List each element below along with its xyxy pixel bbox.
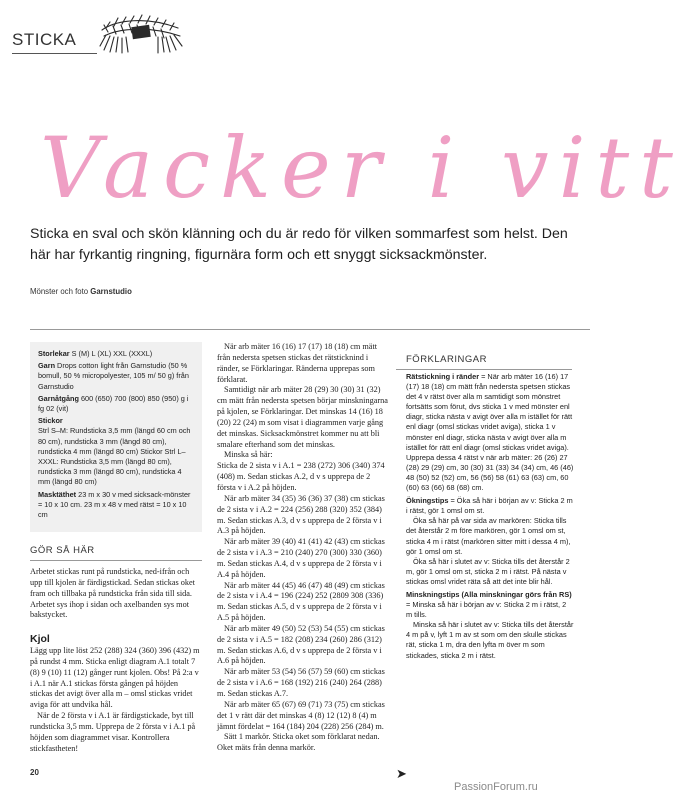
instructions-intro: Arbetet stickas runt på rundsticka, ned-ifrån och upp till kjolen är färdigstickad. Sedan stickas oket fram och tillbaka på rundsticka från sida till sida. Arbetet sys ihop i sidan och axelbanden sys mot bakstycket.	[30, 567, 195, 620]
yarn-skein-icon	[96, 6, 186, 58]
materials-box: Storlekar S (M) L (XL) XXL (XXXL) Garn Drops cotton light från Garnstudio (50 % bomull, 50 % micropolyester, 105 m/ 50 g) från Garnstudio Garnåtgång 600 (650) 700 (800) 850 (950) g i fg 02 (vit) Stickor Strl S–M: Rundsticka 3,5 mm (längd 60 cm och 80 cm), rundsticka 3 mm (längd 80 cm), rundsticka 4 mm (längd 80 cm) Stickor Strl L–XXXL: Rundsticka 3,5 mm (längd 80 cm), rundsticka 3 mm (längd 80 cm), rundsticka 4 mm (längd 80 cm) Masktäthet 23 m x 30 v med sicksack-mönster = 10 x 10 cm. 23 m x 48 v med rätst = 10 x 10 cm	[30, 342, 202, 532]
decrease-instructions: När arb mäter 16 (16) 17 (17) 18 (18) cm mätt från nedersta spetsen stickas det rätsticknind i ränder, se Förklaringar. Ränderna upprepas som förklarat. Samtidigt när arb mäter 28 (29) 30 (30) 31 (32) cm mätt från nedersta spetsen börjar minskningarna på kjolen, se Förklaringar. Det minskas 14 (16) 18 (20) 22 (24) m som visat i diagrammen varje gång det minskas. Sicksackmönstret kommer nu att bli smalare efterhand som det minskas. Minska så här: Sticka de 2 sista v i A.1 = 238 (272) 306 (340) 374 (408) m. Sedan stickas A.2, d v s upprepa de 2 första v i A.2 på höjden. När arb mäter 34 (35) 36 (36) 37 (38) cm stickas de 2 sista v i A.2 = 224 (256) 288 (320) 352 (384) m. Sedan stickas A.3, d v s upprepa de 2 första v i A.3 på höjden. När arb mäter 39 (40) 41 (41) 42 (43) cm stickas de 2 sista v i A.3 = 210 (240) 270 (300) 330 (360) m. Sedan stickas A.4, d v s upprepa de 2 första v i A.4 på höjden. När arb mäter 44 (45) 46 (47) 48 (49) cm stickas de 2 sista v i A.4 = 196 (224) 252 (2809 308 (336) m. Sedan stickas A.5, d v s upprepa de 2 första v i A.5 på höjden. När arb mäter 49 (50) 52 (53) 54 (55) cm stickas de 2 sista v i A.5 = 182 (208) 234 (260) 286 (312) m. Sedan stickas A.6, d v s upprepa de 2 första v i A.6 på höjden. När arb mäter 53 (54) 56 (57) 59 (60) cm stickas de 2 sista v i A.6 = 168 (192) 216 (240) 264 (288) m. Sedan stickas A.7. När arb mäter 65 (67) 69 (71) 73 (75) cm stickas det 1 v rätt där det minskas 4 (8) 12 (12) 8 (4) m jämnt fördelat = 164 (184) 204 (228) 256 (284) m. Sätt 1 markör. Sticka oket som förklarat nedan. Oket mäts från denna markör.	[217, 342, 388, 753]
header-divider	[12, 53, 97, 54]
instructions-heading: GÖR SÅ HÄR	[30, 545, 95, 556]
skirt-heading: Kjol	[30, 633, 50, 645]
explanations-text: Rätstickning i ränder = När arb mäter 16 (16) 17 (17) 18 (18) cm mätt från nedersta spetsen stickas det 4 v rätst över alla m samtidigt som mönstret fortsätts som förut, dvs sticka 1 v med mönster enl diagr, sticka nästa v avigt över alla m istället för rätt enl diagr (omsl stickas vridet aviga), sticka 1 v mönster enl diagr, sticka nästa v avigt över alla m istället för rätt enl diagr (omsl stickas vridet aviga). Upprepa dessa 4 rätst v när arb mäter: 26 (26) 27 (28) 29 (29) cm, 30 (30) 31 (33) 34 (34) cm, 46 (46) 48 (50) 52 (52) cm, 56 (56) 58 (61) 63 (63) cm, 60 (60) 63 (66) 68 (68) cm. Ökningstips = Öka så här i början av v: Sticka 2 m i rätst, gör 1 omsl om st. Öka så här på var sida av markören: Sticka tills det återstår 2 m före markören, gör 1 omsl om st, sticka 4 m i rätst (markören sitter mitt i dessa 4 m), gör 1 omsl om st. Öka så här i slutet av v: Sticka tills det återstår 2 m, gör 1 omsl om st, sticka 2 m i rätst. På nästa v stickas omsl vridet räta så att det inte blir hål. Minskningstips (Alla minskningar görs från RS) = Minska så här i början av v: Sticka 2 m i rätst, 2 m tills. Minska så här i slutet av v: Sticka tills det återstår 4 m på v, lyft 1 m av st som om den skulle stickas rät, sticka 1 m, dra den lyfta m över m som stickades, sticka 2 m i rätst.	[406, 372, 574, 660]
instructions-divider	[30, 560, 202, 561]
explanations-heading: FÖRKLARINGAR	[406, 354, 487, 365]
photo-credit: Mönster och foto Garnstudio	[30, 287, 132, 296]
continue-arrow-icon: ➤	[396, 766, 407, 781]
skirt-instructions: Lägg upp lite löst 252 (288) 324 (360) 396 (432) m på rundst 4 mm. Sticka enligt diagram A.1 totalt 7 (8) 9 (10) 11 (12) gånger runt kjolen. Obs! På 2:a v i A.1 när A.1 stickas första gången på höjden stickas det avigt över alla m – omsl stickas vridet aviga för att undvika hål. När de 2 första v i A.1 är färdigstickade, byt till rundsticka 3,5 mm. Upprepa de 2 första v i A.1 på höjden som diagrammet visar. Kontrollera stickfastheten!	[30, 646, 200, 753]
page-number: 20	[30, 768, 39, 777]
section-label: STICKA	[12, 30, 77, 49]
article-lead: Sticka en sval och skön klänning och du är redo för vilken sommarfest som helst. Den här har fyrkantig ringning, figurnära form och ett snyggt sicksackmönster.	[30, 226, 568, 263]
article-title: Vacker i vitt	[40, 119, 683, 217]
section-divider	[30, 329, 590, 330]
explanations-divider	[396, 369, 572, 370]
site-watermark: PassionForum.ru	[454, 781, 538, 793]
